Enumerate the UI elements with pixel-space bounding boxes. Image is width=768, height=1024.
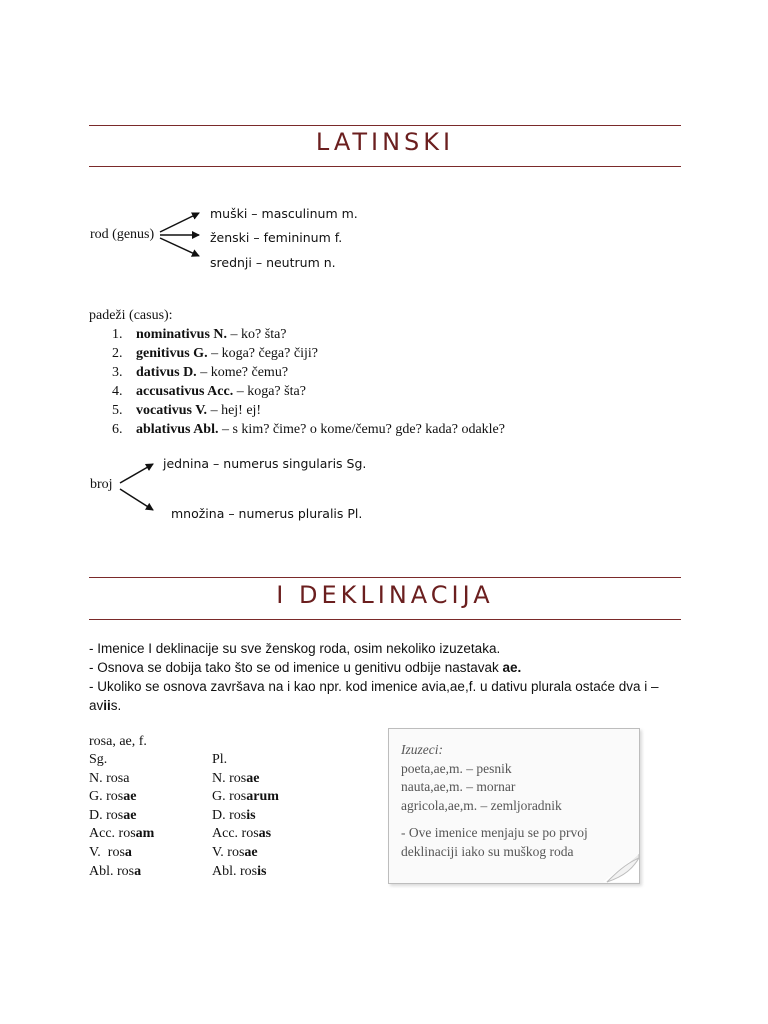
note-title: Izuzeci: [401,742,443,757]
genus-item-neutrum: srednji – neutrum n. [210,255,336,270]
declension-row: N. rosae [212,770,260,786]
cases-title: padeži (casus): [89,308,173,323]
case-item: 5. vocativus V. – hej! ej! [112,403,262,418]
intro-paragraph [89,639,689,715]
case-item: 1. nominativus N. – ko? šta? [112,327,287,342]
case-item: 6. ablativus Abl. – s kim? čime? o kome/čemu? gde? kada? odakle? [112,422,505,437]
note-text [401,741,588,861]
declension-row: G. rosarum [212,789,279,805]
genus-item-masculinum: muški – masculinum m. [210,206,358,221]
case-item: 2. genitivus G. – koga? čega? čiji? [112,346,318,361]
intro-line: - Osnova se dobija tako što se od imenice u genitivu odbije nastavak ae. [89,660,522,675]
intro-line: aviis. [89,698,122,713]
declension-noun: rosa, ae, f. [89,734,147,749]
note-remark: - Ove imenice menjaju se po prvoj [401,825,588,840]
pl-label: Pl. [212,752,228,767]
declension-singular-column [89,751,154,881]
heading-rule-top [89,577,681,578]
number-plural: množina – numerus pluralis Pl. [171,506,363,521]
declension-row: Abl. rosis [212,863,267,879]
declension-row: V. rosa [89,844,132,860]
arrow-genus-masculinum [160,213,199,232]
declension-row: N. rosa [89,770,130,786]
declension-row: G. rosae [89,789,137,805]
note-line: nauta,ae,m. – mornar [401,779,516,794]
section-title-deklinacija: I DEKLINACIJA [276,581,494,609]
declension-row: Abl. rosa [89,863,142,879]
declension-row: D. rosis [212,807,256,823]
declension-row: Acc. rosam [89,826,155,842]
exceptions-note [388,728,640,884]
declension-row: Acc. rosas [212,826,272,842]
genus-item-femininum: ženski – femininum f. [210,230,343,245]
section-title-latinski: LATINSKI [315,128,455,156]
note-line: agricola,ae,m. – zemljoradnik [401,797,562,813]
genus-root: rod (genus) [90,227,155,242]
note-remark: deklinaciji iako su muškog roda [401,843,574,859]
declension-row: D. rosae [89,807,137,823]
page-curl-icon [603,854,643,884]
note-line: poeta,ae,m. – pesnik [401,760,512,776]
number-arrows [120,464,153,510]
arrow-number-plural [120,489,153,510]
heading-rule-bottom [89,619,681,620]
case-item: 3. dativus D. – kome? čemu? [112,365,289,380]
declension-plural-column [212,751,279,881]
number-root: broj [90,477,113,492]
arrow-genus-neutrum [160,238,199,256]
genus-arrows [160,213,199,256]
declension-row: V. rosae [212,844,258,860]
sg-label: Sg. [89,752,108,767]
intro-line: - Imenice I deklinacije su sve ženskog roda, osim nekoliko izuzetaka. [89,641,501,656]
case-item: 4. accusativus Acc. – koga? šta? [112,384,306,399]
number-singular: jednina – numerus singularis Sg. [163,456,367,471]
intro-line: - Ukoliko se osnova završava na i kao npr. kod imenice avia,ae,f. u dativu plurala ostaće dva i – [89,679,659,694]
arrow-number-singular [120,464,153,483]
cases-list [112,325,505,439]
